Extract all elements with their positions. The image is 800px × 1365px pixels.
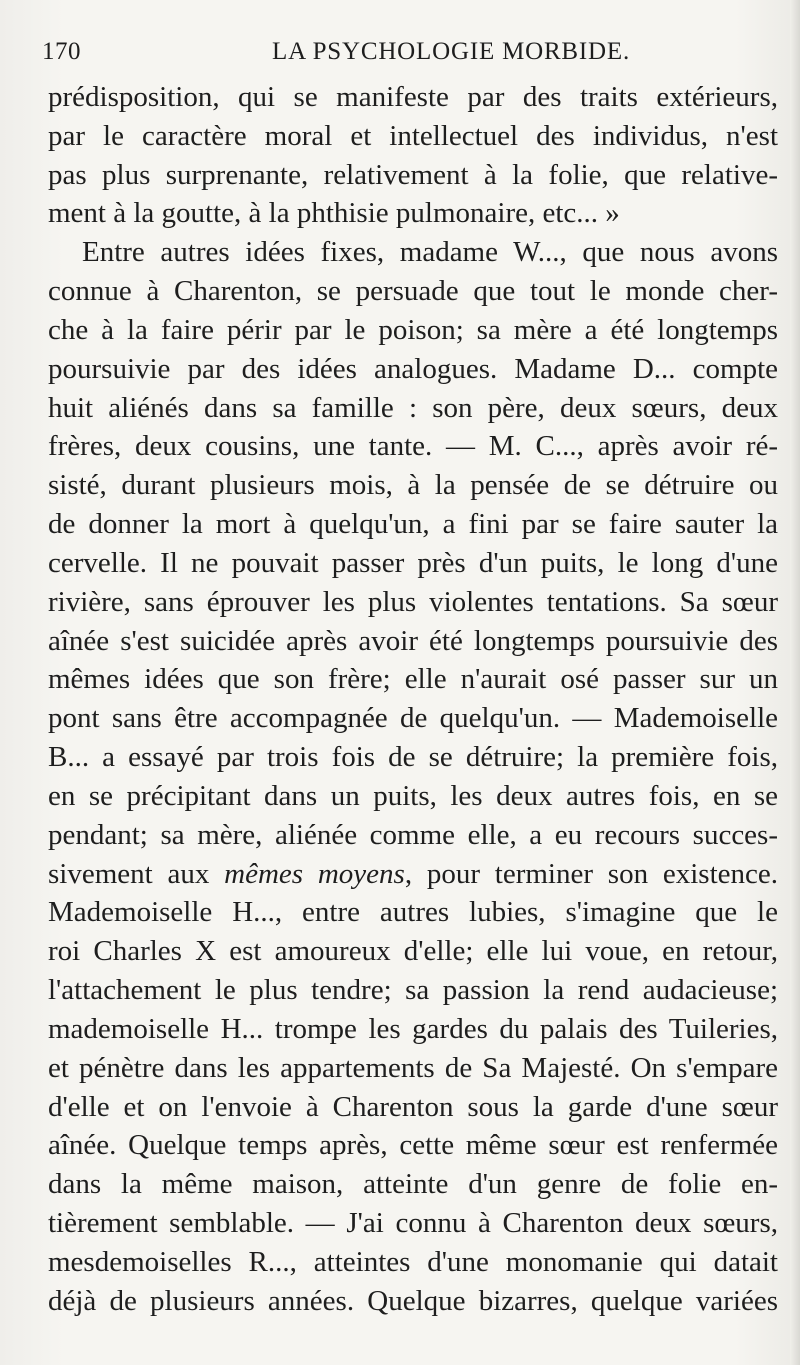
text-line: roi Charles X est amoureux d'elle; elle lui voue, en retour, [48, 935, 778, 968]
text-line: connue à Charenton, se persuade que tout le monde cher- [48, 275, 778, 308]
running-head: LA PSYCHOLOGIE MORBIDE. [272, 38, 630, 65]
text-line: che à la faire périr par le poison; sa mère a été longtemps [48, 313, 778, 346]
text-line: l'attachement le plus tendre; sa passion la rend audacieuse; [48, 974, 778, 1007]
text-line: d'elle et on l'envoie à Charenton sous la garde d'une sœur [48, 1090, 778, 1123]
text-line: cervelle. Il ne pouvait passer près d'un puits, le long d'une [48, 546, 778, 579]
text-line: huit aliénés dans sa famille : son père, deux sœurs, deux [48, 391, 778, 424]
text-line: poursuivie par des idées analogues. Madame D... compte [48, 352, 778, 385]
page-header [0, 38, 800, 68]
text-line: prédisposition, qui se manifeste par des traits extérieurs, [48, 81, 778, 113]
text-line: ment à la goutte, à la phthisie pulmonaire, etc... » [48, 197, 620, 230]
text-line: aînée. Quelque temps après, cette même sœur est renfermée [48, 1129, 778, 1162]
text-line-with-italic: sivement aux mêmes moyens, pour terminer son existence. [48, 857, 778, 890]
text-line: mesdemoiselles R..., atteintes d'une monomanie qui datait [48, 1245, 778, 1278]
text-line: mademoiselle H... trompe les gardes du palais des Tuileries, [48, 1012, 778, 1045]
text-line: en se précipitant dans un puits, les deux autres fois, en se [48, 779, 778, 812]
text-line: aînée s'est suicidée après avoir été longtemps poursuivie des [48, 624, 778, 657]
text-line: pas plus surprenante, relativement à la folie, que relative- [48, 158, 778, 191]
text-line: déjà de plusieurs années. Quelque bizarres, quelque variées [48, 1284, 778, 1317]
paragraph-start-line: Entre autres idées fixes, madame W..., que nous avons [82, 236, 778, 269]
text-line: tièrement semblable. — J'ai connu à Charenton deux sœurs, [48, 1207, 778, 1240]
text-line: Mademoiselle H..., entre autres lubies, s'imagine que le [48, 896, 778, 929]
text-line: de donner la mort à quelqu'un, a fini par se faire sauter la [48, 508, 778, 541]
text-line: pont sans être accompagnée de quelqu'un. — Mademoiselle [48, 702, 778, 735]
text-line: dans la même maison, atteinte d'un genre de folie en- [48, 1168, 778, 1201]
page-number: 170 [42, 38, 81, 65]
italic-phrase: mêmes moyens [224, 857, 405, 890]
text-line: B... a essayé par trois fois de se détruire; la première fois, [48, 741, 778, 774]
text-line: par le caractère moral et intellectuel des individus, n'est [48, 119, 778, 152]
text-line: et pénètre dans les appartements de Sa Majesté. On s'empare [48, 1051, 778, 1084]
text-line: frères, deux cousins, une tante. — M. C..., après avoir ré- [48, 430, 778, 463]
page-edge [790, 0, 800, 1365]
body-text [48, 78, 778, 1321]
text-line: pendant; sa mère, aliénée comme elle, a eu recours succes- [48, 818, 778, 851]
text-line: rivière, sans éprouver les plus violentes tentations. Sa sœur [48, 585, 778, 618]
text-line: sisté, durant plusieurs mois, à la pensée de se détruire ou [48, 469, 778, 502]
text-line: mêmes idées que son frère; elle n'aurait osé passer sur un [48, 663, 778, 696]
